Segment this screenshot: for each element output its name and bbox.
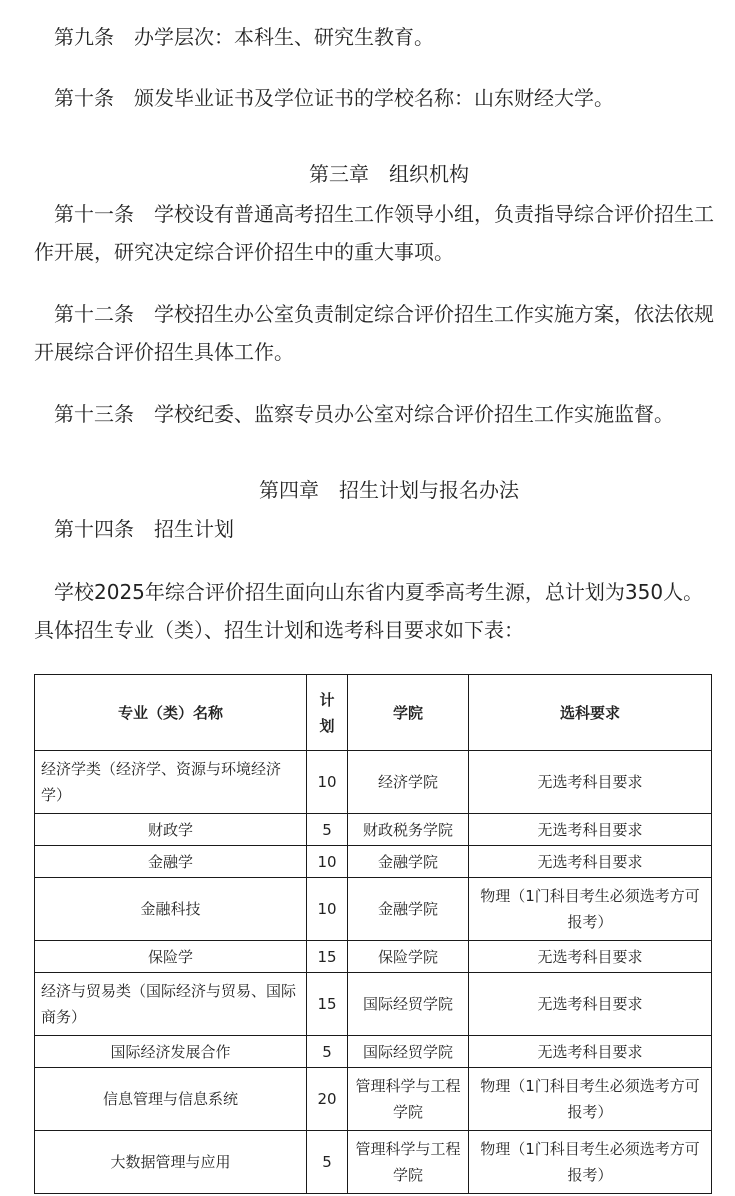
chapter-4-heading: 第四章 招生计划与报名办法: [259, 478, 519, 502]
cell-requirement: 无选考科目要求: [469, 814, 712, 846]
cell-requirement: 无选考科目要求: [469, 751, 712, 814]
cell-requirement: 无选考科目要求: [469, 973, 712, 1036]
cell-major: 保险学: [35, 941, 307, 973]
table-row: [35, 1131, 712, 1194]
cell-plan: 10: [307, 751, 348, 814]
cell-college: 管理科学与工程学院: [348, 1068, 469, 1131]
article-13: 第十三条 学校纪委、监察专员办公室对综合评价招生工作实施监督。: [54, 402, 674, 426]
cell-requirement: 无选考科目要求: [469, 941, 712, 973]
cell-plan: 10: [307, 846, 348, 878]
cell-college: 经济学院: [348, 751, 469, 814]
cell-major: 国际经济发展合作: [35, 1036, 307, 1068]
cell-major: 金融学: [35, 846, 307, 878]
cell-college: 管理科学与工程学院: [348, 1131, 469, 1194]
header-plan: 计划: [307, 675, 348, 751]
cell-plan: 5: [307, 1131, 348, 1194]
article-14: 第十四条 招生计划: [54, 517, 234, 541]
chapter-3-heading: 第三章 组织机构: [309, 162, 469, 186]
cell-college: 财政税务学院: [348, 814, 469, 846]
cell-college: 金融学院: [348, 846, 469, 878]
table-header-row: [35, 675, 712, 751]
cell-major: 大数据管理与应用: [35, 1131, 307, 1194]
cell-college: 国际经贸学院: [348, 973, 469, 1036]
header-college: 学院: [348, 675, 469, 751]
table-row: [35, 1068, 712, 1131]
table-row: [35, 878, 712, 941]
cell-major: 财政学: [35, 814, 307, 846]
article-9: 第九条 办学层次：本科生、研究生教育。: [54, 25, 434, 49]
enrollment-plan-table: [34, 674, 712, 1194]
cell-college: 国际经贸学院: [348, 1036, 469, 1068]
header-major: 专业（类）名称: [35, 675, 307, 751]
header-requirement: 选科要求: [469, 675, 712, 751]
cell-major: 金融科技: [35, 878, 307, 941]
cell-requirement: 物理（1门科目考生必须选考方可报考）: [469, 1068, 712, 1131]
table-row: [35, 941, 712, 973]
table-row: [35, 814, 712, 846]
article-12: 第十二条 学校招生办公室负责制定综合评价招生工作实施方案，依法依规开展综合评价招生具体工作。: [34, 302, 714, 364]
table-row: [35, 1036, 712, 1068]
cell-college: 保险学院: [348, 941, 469, 973]
cell-plan: 15: [307, 973, 348, 1036]
cell-plan: 20: [307, 1068, 348, 1131]
cell-requirement: 物理（1门科目考生必须选考方可报考）: [469, 878, 712, 941]
cell-major: 经济与贸易类（国际经济与贸易、国际商务）: [35, 973, 307, 1036]
table-row: [35, 846, 712, 878]
table-row: [35, 973, 712, 1036]
article-10: 第十条 颁发毕业证书及学位证书的学校名称：山东财经大学。: [54, 86, 614, 110]
cell-requirement: 无选考科目要求: [469, 846, 712, 878]
cell-plan: 15: [307, 941, 348, 973]
cell-plan: 10: [307, 878, 348, 941]
cell-requirement: 物理（1门科目考生必须选考方可报考）: [469, 1131, 712, 1194]
plan-intro: 学校2025年综合评价招生面向山东省内夏季高考生源，总计划为350人。具体招生专业（类）、招生计划和选考科目要求如下表：: [34, 580, 704, 642]
cell-college: 金融学院: [348, 878, 469, 941]
cell-plan: 5: [307, 1036, 348, 1068]
cell-requirement: 无选考科目要求: [469, 1036, 712, 1068]
cell-major: 信息管理与信息系统: [35, 1068, 307, 1131]
table-row: [35, 751, 712, 814]
cell-plan: 5: [307, 814, 348, 846]
cell-major: 经济学类（经济学、资源与环境经济学）: [35, 751, 307, 814]
article-11: 第十一条 学校设有普通高考招生工作领导小组，负责指导综合评价招生工作开展，研究决定综合评价招生中的重大事项。: [34, 202, 714, 264]
